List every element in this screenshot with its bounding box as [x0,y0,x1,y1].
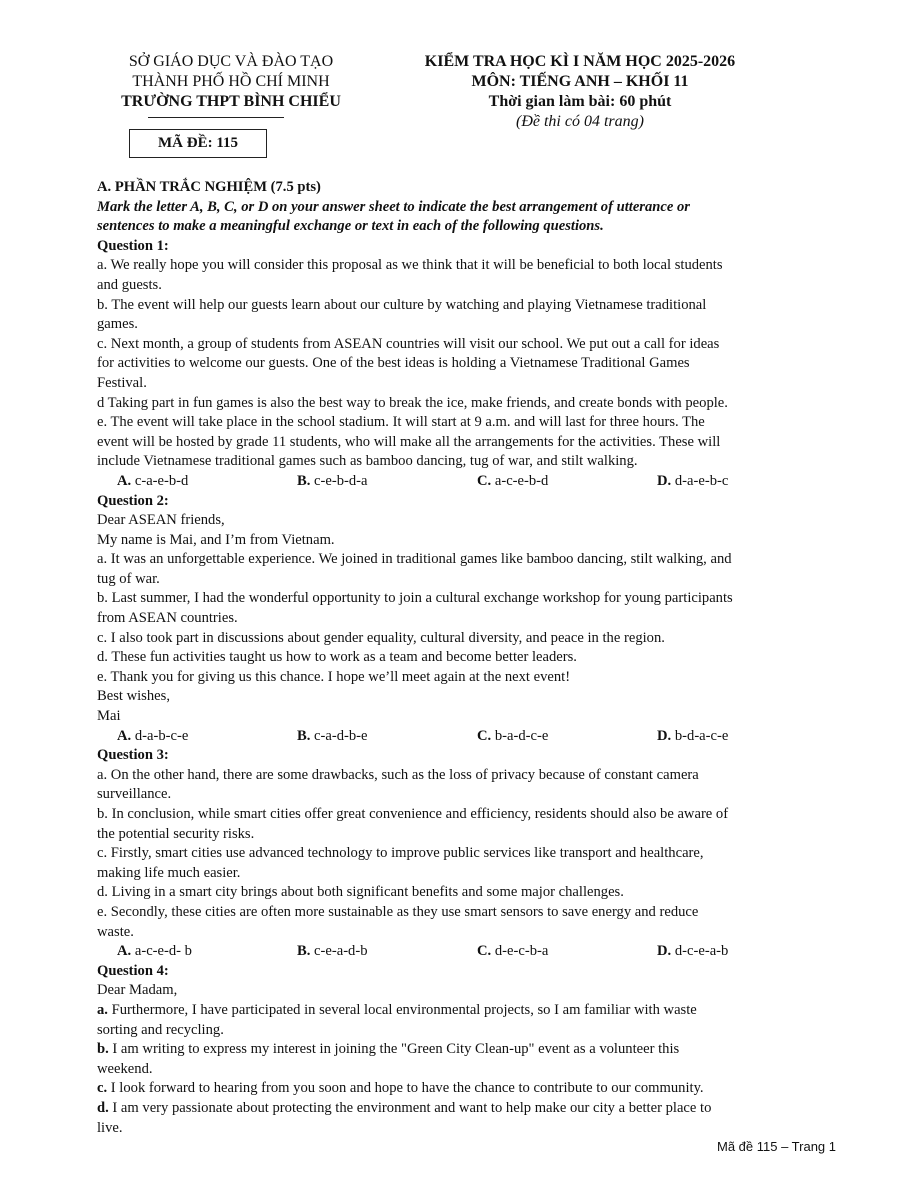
question-text-line [97,1099,835,1119]
option-letter: C. [477,472,492,489]
answer-option [117,942,297,962]
question-list [97,237,835,962]
question-text-line: Best wishes, [97,688,170,705]
item-label: c. [97,1080,108,1097]
answer-option [117,727,297,747]
option-text: c-a-d-b-e [314,727,368,744]
item-label: a. [97,1001,108,1018]
question-text-line: b. The event will help our guests learn about our culture by watching and playing Vietnamese traditional [97,296,707,313]
exam-subject: MÔN: TIẾNG ANH – KHỐI 11 [471,73,689,90]
option-text: d-e-c-b-a [494,943,549,960]
question-text-line: a. On the other hand, there are some drawbacks, such as the loss of privacy because of constant camera [97,766,699,783]
option-letter: B. [297,472,311,489]
question-text-line: waste. [97,923,134,940]
item-label: b. [97,1041,109,1058]
letter-salutation: Dear Madam, [97,982,178,999]
exam-code-box: MÃ ĐỀ: 115 [129,129,267,158]
question-text-line: Festival. [97,374,147,391]
question-text-line: surveillance. [97,786,172,803]
exam-content [97,178,835,1138]
question-text-line: c. Firstly, smart cities use advanced technology to improve public services like transport and healthcare, [97,845,704,862]
answer-option [297,942,477,962]
option-letter: B. [297,943,311,960]
section-instruction: Mark the letter A, B, C, or D on your answer sheet to indicate the best arrangement of utterance or [97,198,690,215]
option-letter: B. [297,727,311,744]
department-name: SỞ GIÁO DỤC VÀ ĐÀO TẠO [128,53,334,70]
question-text-line: tug of war. [97,570,160,587]
question-text-line: Mai [97,708,121,725]
option-text: c-e-a-d-b [314,943,368,960]
answer-options [97,472,835,492]
option-letter: D. [657,472,672,489]
answer-option [297,472,477,492]
question-text-line: My name is Mai, and I’m from Vietnam. [97,531,335,548]
option-letter: A. [117,472,132,489]
option-text: d-c-e-a-b [674,943,729,960]
question-text-line: b. In conclusion, while smart cities offer great convenience and efficiency, residents should also be aware of [97,806,729,822]
question-text-line: c. Next month, a group of students from ASEAN countries will visit our school. We put out a call for ideas [97,335,720,352]
question-text-line: for activities to welcome our guests. One of the best ideas is holding a Vietnamese Traditional Games [97,355,690,372]
question-title: Question 4: [97,962,169,979]
question-text-line: e. Secondly, these cities are often more sustainable as they use smart sensors to save energy and reduce [97,903,699,920]
option-letter: A. [117,943,132,960]
question-text-line [97,1079,835,1099]
question-text-line: making life much easier. [97,864,241,881]
question-text-line: e. The event will take place in the school stadium. It will start at 9 a.m. and will last for three hours. The [97,414,705,431]
section-instruction: sentences to make a meaningful exchange or text in each of the following questions. [97,218,604,235]
option-text: c-e-b-d-a [314,472,368,489]
question-3 [97,746,835,962]
answer-option [477,942,657,962]
exam-duration: Thời gian làm bài: 60 phút [488,93,672,110]
question-text-line: d Taking part in fun games is also the best way to break the ice, make friends, and create bonds with people. [97,394,728,411]
item-text: I am writing to express my interest in joining the "Green City Clean-up" event as a volunteer this [112,1041,680,1058]
option-text: b-d-a-c-e [674,727,729,744]
question-text-line [97,1040,835,1060]
option-text: a-c-e-d- b [134,943,192,960]
exam-header [385,52,775,132]
answer-option [117,472,297,492]
item-text: I look forward to hearing from you soon and hope to have the chance to contribute to our community. [110,1080,704,1097]
question-2 [97,492,835,747]
option-letter: D. [657,727,672,744]
option-letter: C. [477,727,492,744]
question-title: Question 2: [97,492,169,509]
option-text: b-a-d-c-e [494,727,549,744]
option-text: d-a-b-c-e [134,727,189,744]
question-text-line: games. [97,316,138,333]
school-header [96,52,366,112]
item-text: I am very passionate about protecting the environment and want to help make our city a better place to [112,1099,712,1116]
answer-options [97,942,835,962]
question-text-line: a. We really hope you will consider this proposal as we think that it will be beneficial to both local students [97,257,723,274]
option-letter: C. [477,943,492,960]
question-text-line: e. Thank you for giving us this chance. I hope we’ll meet again at the next event! [97,668,571,685]
question-text-line: c. I also took part in discussions about gender equality, cultural diversity, and peace in the region. [97,629,665,646]
question-text-line: from ASEAN countries. [97,610,238,627]
question-text-line: Dear ASEAN friends, [97,512,225,529]
exam-title: KIỂM TRA HỌC KÌ I NĂM HỌC 2025-2026 [424,53,736,70]
answer-option [477,472,657,492]
question-text-line: event will be hosted by grade 11 students, who will make all the arrangements for the activities. These will [97,433,721,450]
answer-option [657,472,837,492]
option-text: a-c-e-b-d [494,472,549,489]
option-text: d-a-e-b-c [674,472,729,489]
school-name: TRƯỜNG THPT BÌNH CHIỂU [121,93,341,110]
city-name: THÀNH PHỐ HỒ CHÍ MINH [132,73,330,90]
item-text: live. [97,1119,123,1136]
question-text-line: the potential security risks. [97,825,255,842]
item-text: Furthermore, I have participated in several local environmental projects, so I am familiar with waste [111,1001,697,1018]
option-letter: D. [657,943,672,960]
exam-pages-note: (Đề thi có 04 trang) [516,113,644,130]
question-text-line [97,1119,835,1139]
answer-option [657,727,837,747]
item-text: weekend. [97,1060,153,1077]
question-4-items [97,1001,835,1138]
item-text: sorting and recycling. [97,1021,224,1038]
answer-option [297,727,477,747]
question-text-line: include Vietnamese traditional games such as bamboo dancing, tug of war, and stilt walking. [97,453,638,470]
question-text-line [97,1060,835,1080]
header-underline [148,117,284,118]
question-title: Question 1: [97,237,169,254]
question-text-line [97,1001,835,1021]
question-text-line: a. It was an unforgettable experience. We joined in traditional games like bamboo dancing, stilt walking, and [97,551,732,568]
question-4 [97,962,835,1138]
question-1 [97,237,835,492]
question-text-line: d. Living in a smart city brings about both significant benefits and some major challenges. [97,884,624,901]
question-text-line [97,1021,835,1041]
question-text-line: b. Last summer, I had the wonderful opportunity to join a cultural exchange workshop for young participants [97,590,733,607]
answer-option [657,942,837,962]
section-title: A. PHẦN TRẮC NGHIỆM (7.5 pts) [97,179,321,195]
question-title: Question 3: [97,747,169,764]
page-footer: Mã đề 115 – Trang 1 [716,1139,836,1154]
question-text-line: and guests. [97,276,162,293]
answer-option [477,727,657,747]
item-label: d. [97,1099,109,1116]
answer-options [97,727,835,747]
option-letter: A. [117,727,132,744]
question-text-line: d. These fun activities taught us how to work as a team and become better leaders. [97,649,577,666]
option-text: c-a-e-b-d [134,472,189,489]
